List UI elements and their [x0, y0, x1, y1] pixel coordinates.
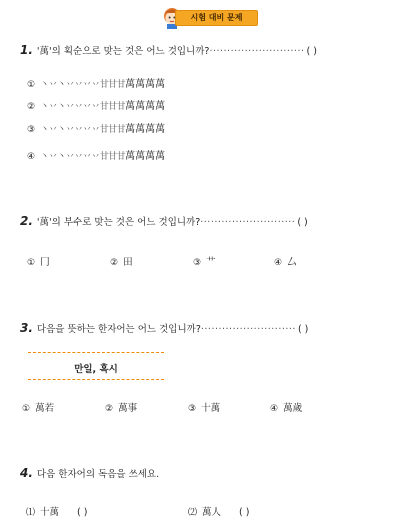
q2-option-4[interactable] [274, 254, 297, 268]
full-character-sequence: 萬萬萬萬 [125, 101, 166, 112]
option-marker: ④ [274, 258, 283, 268]
q3-option-3[interactable] [188, 400, 220, 414]
option-marker: ① [27, 258, 36, 268]
question-number: 3. [20, 321, 33, 335]
q2-option-1[interactable] [27, 254, 50, 268]
stroke-sequence: 丶丷丶丷丷丷丷甘甘甘 [40, 152, 126, 162]
question-text: 다음 한자어의 독음을 쓰세요. [36, 469, 160, 480]
option-marker: ② [110, 258, 119, 268]
question-2 [20, 214, 308, 228]
option-value: 十萬 [201, 403, 221, 414]
option-value: 萬若 [35, 403, 55, 414]
box-top-border [28, 352, 164, 353]
question-1 [20, 43, 317, 57]
stroke-sequence: 丶丷丶丷丷丷丷甘甘甘 [40, 80, 126, 90]
option-marker: ④ [270, 404, 279, 414]
q1-option-2[interactable] [27, 97, 165, 112]
option-value: 厶 [287, 257, 297, 268]
full-character-sequence: 萬萬萬萬 [125, 79, 166, 90]
stroke-sequence: 丶丷丶丷丷丷丷甘甘甘 [40, 102, 126, 112]
hanja-word: 萬人 [202, 507, 222, 518]
question-3 [20, 321, 308, 335]
q4-item-2 [188, 504, 249, 518]
option-value: 冂 [40, 257, 50, 268]
section-banner [161, 7, 258, 29]
full-character-sequence: 萬萬萬萬 [125, 124, 166, 135]
question-number: 4. [20, 466, 33, 480]
answer-input[interactable]: ( ) [77, 507, 88, 518]
stroke-sequence: 丶丷丶丷丷丷丷甘甘甘 [40, 125, 126, 135]
option-marker: ② [27, 102, 36, 112]
option-marker: ③ [27, 125, 36, 135]
option-value: 田 [123, 257, 133, 268]
option-marker: ③ [193, 258, 202, 268]
q3-option-2[interactable] [105, 400, 137, 414]
box-bottom-border [28, 379, 164, 380]
leader-dots: ··························· [209, 46, 305, 57]
question-number: 1. [20, 43, 33, 57]
q4-item-1 [26, 504, 87, 518]
option-marker: ① [27, 80, 36, 90]
q2-option-2[interactable] [110, 254, 133, 268]
q1-option-1[interactable] [27, 75, 165, 90]
banner-label: 시험 대비 문제 [190, 13, 243, 22]
hanja-word: 十萬 [40, 507, 60, 518]
answer-blank: ( ) [297, 217, 308, 228]
q1-option-4[interactable] [27, 147, 165, 162]
full-character-sequence: 萬萬萬萬 [125, 151, 166, 162]
answer-blank: ( ) [297, 324, 309, 335]
item-marker: ⑵ [188, 508, 198, 518]
option-marker: ② [105, 404, 114, 414]
meaning-box-text: 만일, 혹시 [74, 364, 118, 375]
question-text: '萬'의 부수로 맞는 것은 어느 것입니까? [36, 217, 201, 228]
question-4 [20, 466, 159, 480]
option-marker: ③ [188, 404, 197, 414]
q2-option-3[interactable] [193, 254, 216, 268]
option-value: 萬歲 [283, 403, 303, 414]
question-text: '萬'의 획순으로 맞는 것은 어느 것입니까? [36, 46, 210, 57]
leader-dots: ··························· [200, 217, 296, 228]
q3-option-4[interactable] [270, 400, 302, 414]
question-text: 다음을 뜻하는 한자어는 어느 것입니까? [36, 324, 201, 335]
answer-input[interactable]: ( ) [239, 507, 250, 518]
option-marker: ① [22, 404, 31, 414]
q1-option-3[interactable] [27, 120, 165, 135]
option-marker: ④ [27, 152, 36, 162]
q3-option-1[interactable] [22, 400, 54, 414]
item-marker: ⑴ [26, 508, 36, 518]
answer-blank: ( ) [306, 46, 317, 57]
question-number: 2. [20, 214, 33, 228]
leader-dots: ··························· [200, 324, 296, 335]
option-value: 萬事 [118, 403, 138, 414]
option-value: 艹 [206, 257, 216, 268]
